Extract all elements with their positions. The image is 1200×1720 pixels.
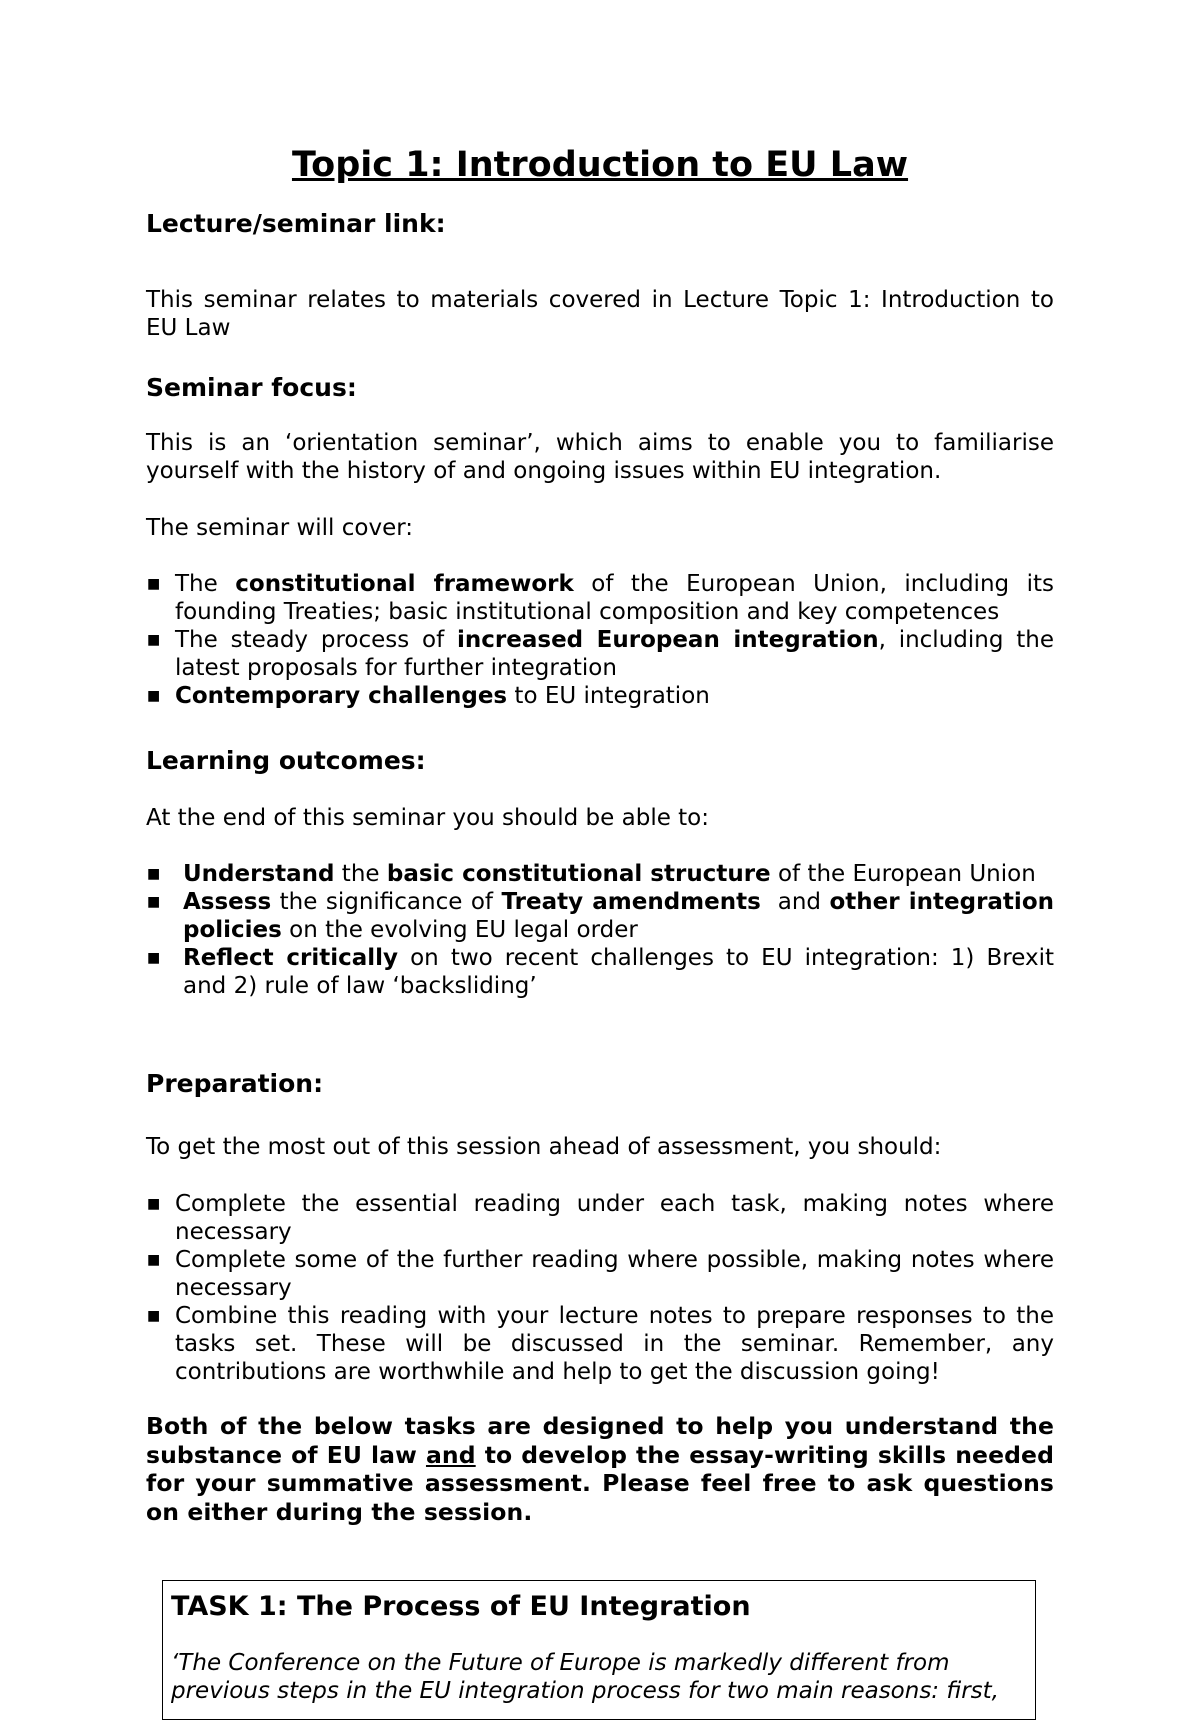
seminar-cover-intro: The seminar will cover: <box>146 515 414 541</box>
bullet-square-icon: ■ <box>147 576 161 592</box>
list-item: ■ Reflect critically on two recent challenges to EU integration: 1) Brexit and 2) rule of law ‘backsliding’ <box>147 945 1054 999</box>
list-item: ■ Assess the significance of Treaty amendments and other integration policies on the evolving EU legal order <box>147 889 1054 943</box>
list-item: ■ Contemporary challenges to EU integration <box>147 683 710 709</box>
task-1-quote-line-1: ‘The Conference on the Future of Europe is markedly different from <box>171 1650 950 1676</box>
bullet-square-icon: ■ <box>147 1308 161 1324</box>
bullet-square-icon: ■ <box>147 894 161 910</box>
list-item: ■ The constitutional framework of the European Union, including its founding Treaties; basic institutional composition and key competences <box>147 571 1054 625</box>
bullet-square-icon: ■ <box>147 950 161 966</box>
learning-outcomes-heading: Learning outcomes: <box>146 746 426 775</box>
bullet-square-icon: ■ <box>147 688 161 704</box>
learning-outcomes-list <box>146 860 1054 1000</box>
list-item: ■ Complete the essential reading under each task, making notes where necessary <box>147 1191 1054 1245</box>
preparation-heading: Preparation: <box>146 1069 324 1098</box>
lecture-link-heading: Lecture/seminar link: <box>146 209 446 238</box>
seminar-focus-text: This is an ‘orientation seminar’, which aims to enable you to familiarise yourself with the history of and ongoing issues within EU integration. <box>146 430 1054 484</box>
bullet-square-icon: ■ <box>147 866 161 882</box>
list-item: ■ Combine this reading with your lecture notes to prepare responses to the tasks set. These will be discussed in the seminar. Remember, any contributions are worthwhile and help to get the discussion going! <box>147 1303 1054 1385</box>
lecture-link-text: This seminar relates to materials covered in Lecture Topic 1: Introduction to EU Law <box>146 287 1054 341</box>
task-1-quote-line-2: previous steps in the EU integration process for two main reasons: first, <box>171 1678 999 1704</box>
bullet-square-icon: ■ <box>147 632 161 648</box>
bullet-square-icon: ■ <box>147 1196 161 1212</box>
list-item: ■ The steady process of increased European integration, including the latest proposals for further integration <box>147 627 1054 681</box>
preparation-intro: To get the most out of this session ahead of assessment, you should: <box>146 1134 942 1160</box>
task-1-title: TASK 1: The Process of EU Integration <box>171 1591 751 1622</box>
list-item: ■ Understand the basic constitutional structure of the European Union <box>147 861 1036 887</box>
list-item: ■ Complete some of the further reading where possible, making notes where necessary <box>147 1247 1054 1301</box>
seminar-cover-list <box>146 570 1054 710</box>
assessment-note: Both of the below tasks are designed to help you understand the substance of EU law and to develop the essay-writing skills needed for your summative assessment. Please feel free to ask questions on either during the session. <box>146 1412 1054 1526</box>
bullet-square-icon: ■ <box>147 1252 161 1268</box>
page-title: Topic 1: Introduction to EU Law <box>291 145 909 185</box>
preparation-list <box>146 1190 1054 1386</box>
seminar-focus-heading: Seminar focus: <box>146 373 357 402</box>
task-1-box <box>162 1580 1036 1720</box>
learning-outcomes-intro: At the end of this seminar you should be able to: <box>146 805 710 831</box>
